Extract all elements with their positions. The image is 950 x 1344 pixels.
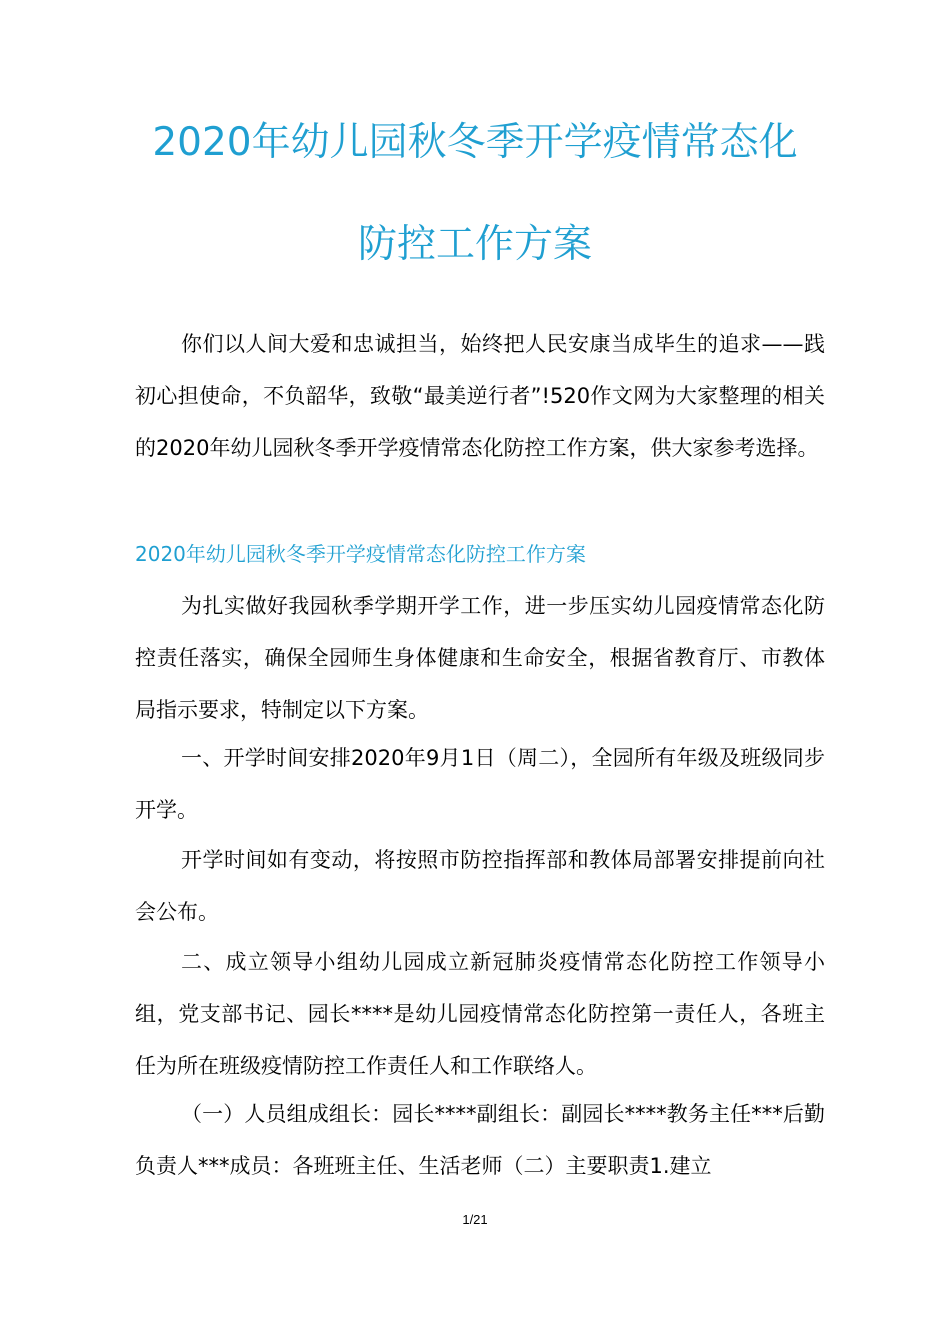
page-number: 1/21 (462, 1212, 488, 1227)
body-paragraph: 开学时间如有变动，将按照市防控指挥部和教体局部署安排提前向社会公布。 (135, 848, 825, 924)
body-paragraph: 二、成立领导小组幼儿园成立新冠肺炎疫情常态化防控工作领导小组，党支部书记、园长****是幼儿园疫情常态化防控第一责任人，各班主任为所在班级疫情防控工作责任人和工作联络人。 (135, 950, 825, 1078)
document-title-line-2: 防控工作方案 (357, 222, 592, 267)
body-paragraph: （一）人员组成组长：园长****副组长：副园长****教务主任***后勤负责人***成员：各班班主任、生活老师（二）主要职责1.建立 (135, 1102, 825, 1178)
intro-paragraph: 你们以人间大爱和忠诚担当，始终把人民安康当成毕生的追求——践初心担使命，不负韶华，致敬“最美逆行者”!520作文网为大家整理的相关的2020年幼儿园秋冬季开学疫情常态化防控工作方案，供大家参考选择。 (135, 332, 825, 460)
section-subtitle: 2020年幼儿园秋冬季开学疫情常态化防控工作方案 (135, 542, 586, 566)
document-title-line-1: 2020年幼儿园秋冬季开学疫情常态化 (152, 120, 798, 165)
body-paragraph: 为扎实做好我园秋季学期开学工作，进一步压实幼儿园疫情常态化防控责任落实，确保全园师生身体健康和生命安全，根据省教育厅、市教体局指示要求，特制定以下方案。 (135, 594, 825, 722)
body-paragraph: 一、开学时间安排2020年9月1日（周二），全园所有年级及班级同步开学。 (135, 746, 825, 822)
